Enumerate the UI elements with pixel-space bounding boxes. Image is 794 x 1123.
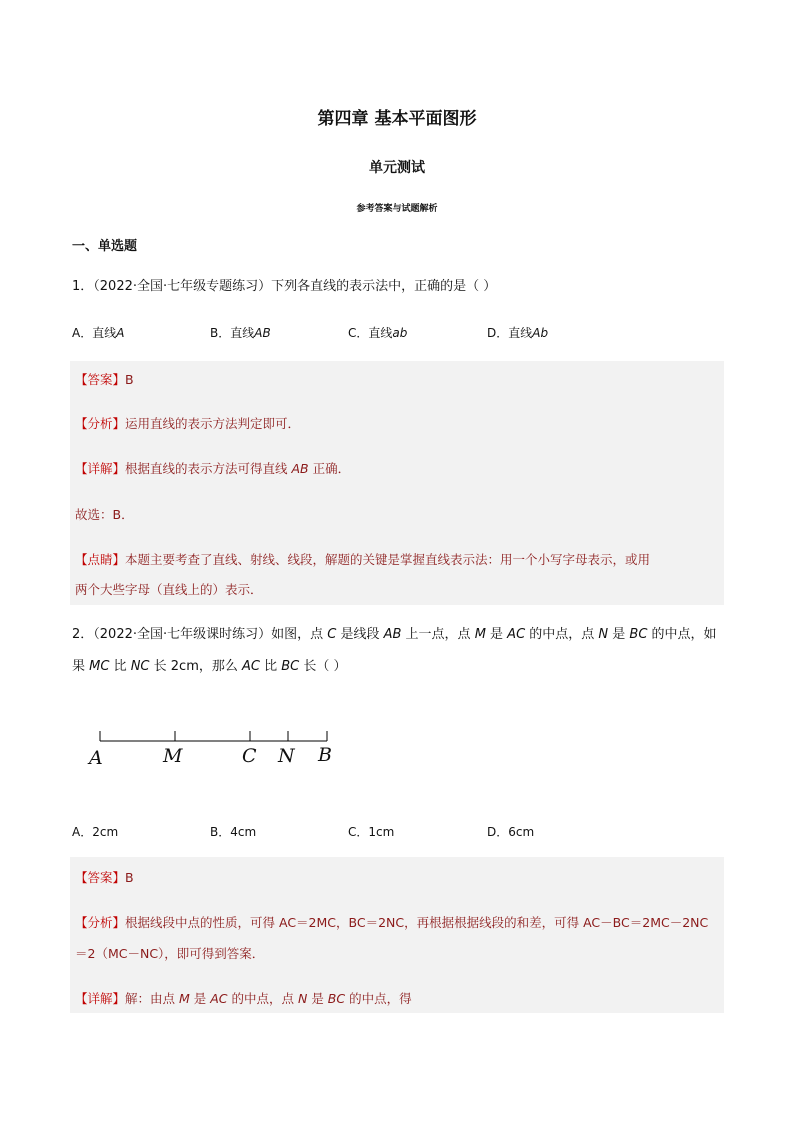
- q2-option-b: B．4cm: [210, 825, 257, 839]
- page-title: 第四章 基本平面图形: [317, 109, 477, 129]
- section-heading: 一、单选题: [72, 239, 138, 254]
- q2-analysis-cont: ＝2（MC－NC），即可得到答案．: [75, 946, 265, 961]
- q2-solution-panel: [70, 857, 724, 1013]
- q2-stem-line1: 2．（2022·全国·七年级课时练习）如图，点 C 是线段 AB 上一点，点 M 是 AC 的中点，点 N 是 BC 的中点，如: [72, 627, 717, 642]
- point-label-b: B: [318, 744, 332, 766]
- q2-option-a: A．2cm: [72, 825, 119, 839]
- q1-option-a: A．直线A: [72, 326, 125, 340]
- q1-option-c: C．直线ab: [348, 326, 408, 340]
- answer-note: 参考答案与试题解析: [356, 204, 438, 214]
- q1-choose: 故选：B．: [75, 507, 134, 522]
- q2-stem-line2: 果 MC 比 NC 长 2cm，那么 AC 比 BC 长（ ）: [72, 659, 347, 674]
- q1-option-d: D．直线Ab: [487, 326, 549, 340]
- q2-answer: 【答案】B: [75, 870, 134, 885]
- q1-comment: 【点睛】本题主要考查了直线、射线、线段，解题的关键是掌握直线表示法：用一个小写字母表示，或用: [75, 552, 651, 567]
- page-subtitle: 单元测试: [369, 160, 425, 176]
- segment-line-svg: [80, 722, 350, 752]
- segment-figure: [80, 722, 350, 782]
- q1-option-b: B．直线AB: [210, 326, 271, 340]
- q1-analysis: 【分析】运用直线的表示方法判定即可．: [75, 416, 301, 431]
- q1-comment-cont: 两个大些字母（直线上的）表示．: [75, 582, 263, 597]
- q1-stem: 1．（2022·全国·七年级专题练习）下列各直线的表示法中，正确的是（ ）: [72, 279, 497, 294]
- q2-option-d: D．6cm: [487, 825, 535, 839]
- q2-analysis: 【分析】根据线段中点的性质，可得 AC＝2MC，BC＝2NC，再根据根据线段的和差，可得 AC－BC＝2MC－2NC: [75, 915, 709, 930]
- q1-answer: 【答案】B: [75, 372, 134, 387]
- point-label-a: A: [89, 747, 103, 769]
- q2-option-c: C．1cm: [348, 825, 395, 839]
- point-label-n: N: [278, 745, 295, 767]
- point-label-m: M: [163, 745, 183, 767]
- q1-solution-panel: [70, 361, 724, 605]
- point-label-c: C: [242, 745, 257, 767]
- q2-detail: 【详解】解：由点 M 是 AC 的中点，点 N 是 BC 的中点，得: [75, 991, 412, 1006]
- q1-detail: 【详解】根据直线的表示方法可得直线 AB 正确．: [75, 461, 351, 476]
